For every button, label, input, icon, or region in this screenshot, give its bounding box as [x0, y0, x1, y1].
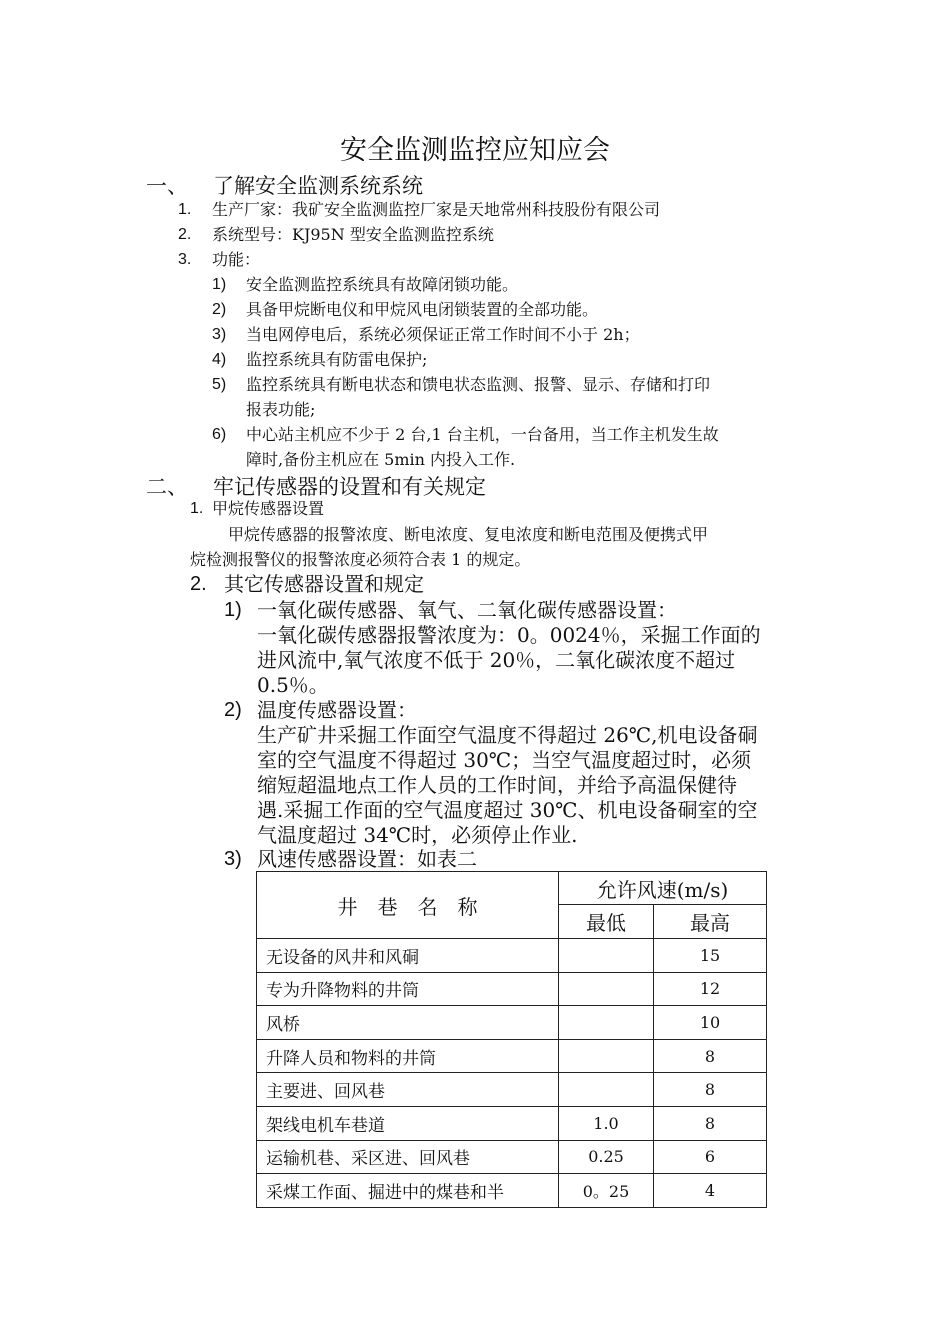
page-title: 安全监测监控应知应会	[340, 135, 610, 166]
table-row	[257, 1039, 767, 1073]
row-max-cell: 4	[654, 1174, 767, 1208]
section1-item-number: 1.	[178, 201, 192, 218]
section1-marker: 一、	[146, 174, 188, 198]
function-text: 具备甲烷断电仪和甲烷风电闭锁装置的全部功能。	[246, 300, 599, 319]
subsection-number: 2.	[190, 573, 207, 595]
row-min-cell	[559, 1039, 654, 1073]
header-name-cell: 井 巷 名 称	[257, 872, 559, 939]
table-row	[257, 1106, 767, 1140]
item-number: 1)	[224, 599, 242, 621]
table-row	[257, 1140, 767, 1174]
row-min-cell	[559, 939, 654, 973]
row-max-cell: 8	[654, 1106, 767, 1140]
row-min-cell: 0.25	[559, 1140, 654, 1174]
function-number: 5)	[212, 376, 227, 393]
header-speed-cell: 允许风速(m/s)	[559, 872, 767, 905]
function-number: 2)	[212, 301, 227, 318]
row-name-cell: 升降人员和物料的井筒	[257, 1039, 559, 1073]
section1-item-text: 功能：	[212, 250, 261, 269]
section1-heading: 了解安全监测系统系统	[213, 174, 423, 198]
wind-speed-table	[256, 871, 767, 1208]
row-min-cell	[559, 972, 654, 1006]
row-name-cell: 主要进、回风巷	[257, 1073, 559, 1107]
function-text: 当电网停电后，系统必须保证正常工作时间不小于 2h；	[246, 325, 640, 344]
row-min-cell	[559, 1006, 654, 1040]
function-text: 监控系统具有断电状态和馈电状态监测、报警、显示、存储和打印	[246, 375, 711, 394]
item-number: 3)	[224, 848, 242, 870]
row-max-cell: 8	[654, 1039, 767, 1073]
function-text: 中心站主机应不少于 2 台,1 台主机，一台备用，当工作主机发生故	[246, 425, 719, 444]
header-max-cell: 最高	[654, 905, 767, 939]
item-heading: 一氧化碳传感器、氧气、二氧化碳传感器设置：	[257, 598, 677, 622]
row-min-cell: 0。25	[559, 1174, 654, 1208]
function-text-continued: 报表功能;	[246, 400, 316, 419]
row-min-cell: 1.0	[559, 1106, 654, 1140]
item-text-line: 室的空气温度不得超过 30℃；当空气温度超过时，必须	[257, 748, 752, 772]
item-text-line: 遇.采掘工作面的空气温度超过 30℃、机电设备硐室的空	[257, 798, 758, 822]
section1-item-text: 生产厂家：我矿安全监测监控厂家是天地常州科技股份有限公司	[212, 200, 661, 219]
row-name-cell: 专为升降物料的井筒	[257, 972, 559, 1006]
function-text: 监控系统具有防雷电保护;	[246, 350, 428, 369]
header-min-cell: 最低	[559, 905, 654, 939]
table-row	[257, 1073, 767, 1107]
item-number: 2)	[224, 699, 242, 721]
row-name-cell: 无设备的风井和风硐	[257, 939, 559, 973]
function-number: 3)	[212, 326, 227, 343]
row-max-cell: 15	[654, 939, 767, 973]
row-max-cell: 12	[654, 972, 767, 1006]
section1-item-text: 系统型号：KJ95N 型安全监测监控系统	[212, 225, 494, 244]
row-name-cell: 风桥	[257, 1006, 559, 1040]
table-row	[257, 972, 767, 1006]
item-text-line: 进风流中,氧气浓度不低于 20％，二氧化碳浓度不超过	[257, 648, 736, 672]
row-min-cell	[559, 1073, 654, 1107]
item-text-line: 生产矿井采掘工作面空气温度不得超过 26℃,机电设备硐	[257, 723, 758, 747]
subsection-number: 1.	[190, 500, 204, 517]
function-text: 安全监测监控系统具有故障闭锁功能。	[246, 275, 519, 294]
item-text-line: 0.5％。	[257, 673, 329, 697]
item-heading: 风速传感器设置：如表二	[257, 847, 477, 871]
section1-item-number: 2.	[178, 226, 192, 243]
item-heading: 温度传感器设置：	[257, 698, 417, 722]
row-max-cell: 10	[654, 1006, 767, 1040]
row-name-cell: 架线电机车巷道	[257, 1106, 559, 1140]
row-max-cell: 6	[654, 1140, 767, 1174]
subsection-heading: 甲烷传感器设置	[212, 499, 325, 518]
item-text-line: 气温度超过 34℃时，必须停止作业.	[257, 823, 578, 847]
section1-item-number: 3.	[178, 251, 192, 268]
item-text-line: 缩短超温地点工作人员的工作时间，并给予高温保健待	[257, 773, 737, 797]
table-row	[257, 1174, 767, 1208]
subsection-heading: 其它传感器设置和规定	[224, 572, 424, 596]
item-text-line: 一氧化碳传感器报警浓度为：0。0024％，采掘工作面的	[257, 623, 761, 647]
row-name-cell: 运输机巷、采区进、回风巷	[257, 1140, 559, 1174]
function-number: 1)	[212, 276, 227, 293]
section2-marker: 二、	[146, 475, 188, 499]
function-text-continued: 障时,备份主机应在 5min 内投入工作.	[246, 450, 516, 469]
row-name-cell: 采煤工作面、掘进中的煤巷和半	[257, 1174, 559, 1208]
table-row	[257, 939, 767, 973]
paragraph-line: 甲烷传感器的报警浓度、断电浓度、复电浓度和断电范围及便携式甲	[228, 525, 709, 544]
section2-heading: 牢记传感器的设置和有关规定	[213, 475, 486, 499]
function-number: 4)	[212, 351, 227, 368]
row-max-cell: 8	[654, 1073, 767, 1107]
function-number: 6)	[212, 426, 227, 443]
table-row	[257, 1006, 767, 1040]
paragraph-line: 烷检测报警仪的报警浓度必须符合表 1 的规定。	[190, 550, 531, 569]
